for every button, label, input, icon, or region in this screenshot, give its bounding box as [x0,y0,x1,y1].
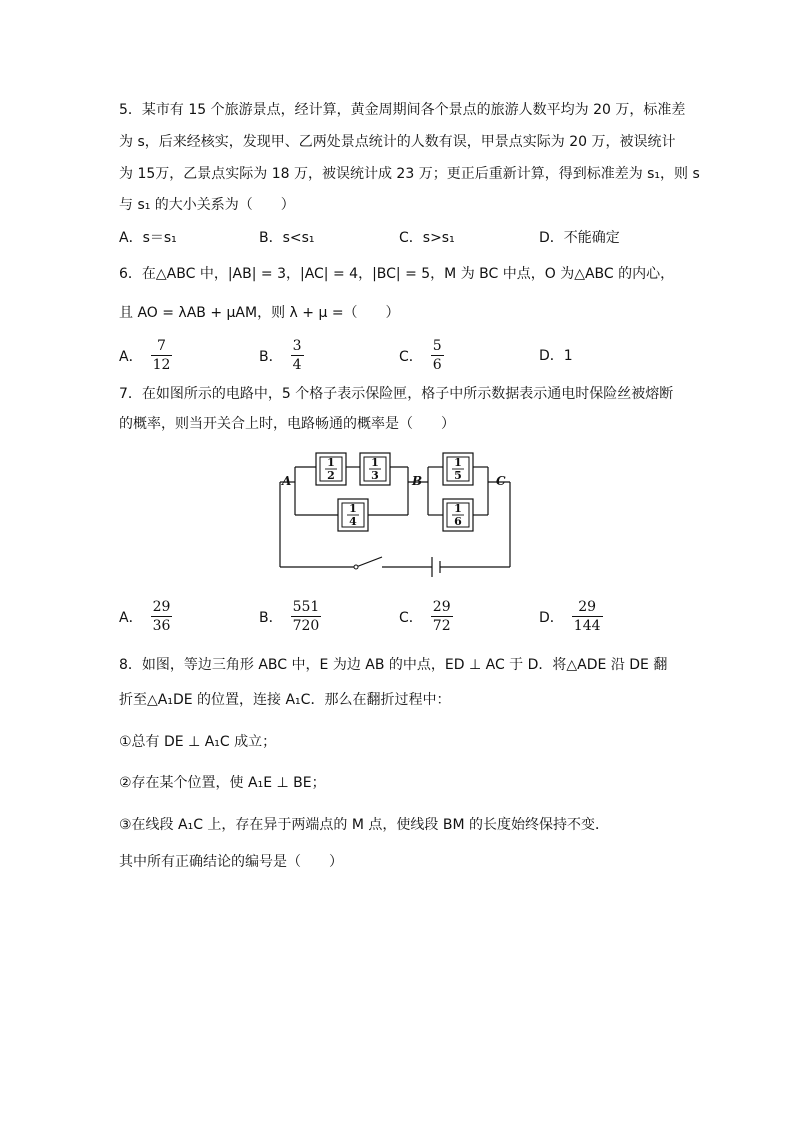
fuse-4-den: 5 [454,469,462,482]
q6-option-d: D．1 [539,348,573,364]
q7-option-d [539,598,603,635]
fuse-5-den: 6 [454,515,462,528]
q8-item-2: ②存在某个位置，使 A₁E ⊥ BE； [119,775,326,791]
fuse-2-den: 3 [371,469,379,482]
circuit-diagram [270,445,530,580]
q5-option-b: B．s<s₁ [259,230,315,246]
option-label: B． [259,609,283,626]
q6-option-c [399,337,444,374]
q8-question: 其中所有正确结论的编号是（ ） [119,854,343,870]
q5-line-1: 5．某市有 15 个旅游景点，经计算，黄金周期间各个景点的旅游人数平均为 20 万，标准差 [119,102,686,118]
q5-line-2: 为 s，后来经核实，发现甲、乙两处景点统计的人数有误，甲景点实际为 20 万，被误统计 [119,134,676,150]
q8-item-3: ③在线段 A₁C 上，存在异于两端点的 M 点，使线段 BM 的长度始终保持不变． [119,817,609,833]
fraction: $\frac{29}{36}$ [152,599,171,634]
fraction: $\frac{5}{6}$ [432,338,442,373]
q5-option-c: C．s>s₁ [399,230,455,246]
q6-option-b [259,337,304,374]
q7-option-b [259,598,321,635]
q8-line-2: 折至△A₁DE 的位置，连接 A₁C．那么在翻折过程中： [119,692,451,708]
q7-line-1: 7．在如图所示的电路中，5 个格子表示保险匣，格子中所示数据表示通电时保险丝被熔断 [119,386,674,402]
fuse-3-den: 4 [349,515,357,528]
option-label: C． [399,609,423,626]
option-label: B． [259,348,283,365]
q5-line-3: 为 15万，乙景点实际为 18 万，被误统计成 23 万；更正后重新计算，得到标准差为 s₁，则 s [119,166,700,182]
fuse-3-num: 1 [349,502,357,515]
fraction: $\frac{551}{720}$ [292,599,320,634]
q5-option-a: A．s＝s₁ [119,230,177,246]
q7-option-a [119,598,172,635]
option-label: D． [539,609,564,626]
q7-option-c [399,598,453,635]
fuse-1-den: 2 [327,469,335,482]
fuse-4-num: 1 [454,456,462,469]
q5-option-d: D．不能确定 [539,230,620,246]
q7-line-2: 的概率，则当开关合上时，电路畅通的概率是（ ） [119,416,455,432]
option-label: C． [399,348,423,365]
fraction: $\frac{29}{144}$ [573,599,601,634]
fraction: $\frac{3}{4}$ [292,338,302,373]
fuse-5-num: 1 [454,502,462,515]
fraction: $\frac{29}{72}$ [432,599,451,634]
q5-line-4: 与 s₁ 的大小关系为（ ） [119,197,295,213]
q6-line-2: 且 AO = λAB + μAM，则 λ + μ =（ ） [119,305,400,321]
q6-line-1: 6．在△ABC 中，|AB| = 3，|AC| = 4，|BC| = 5，M 为 BC 中点，O 为△ABC 的内心， [119,266,675,282]
node-a-label: A [282,474,292,488]
option-label: A． [119,348,143,365]
fuse-1-num: 1 [327,456,335,469]
option-label: A． [119,609,143,626]
node-c-label: C [496,474,506,488]
fuse-2-num: 1 [371,456,379,469]
fraction: $\frac{7}{12}$ [152,338,171,373]
node-b-label: B [412,474,423,488]
q8-item-1: ①总有 DE ⊥ A₁C 成立； [119,734,277,750]
q6-option-a [119,337,172,374]
q8-line-1: 8．如图，等边三角形 ABC 中，E 为边 AB 的中点，ED ⊥ AC 于 D．将△ADE 沿 DE 翻 [119,657,668,673]
